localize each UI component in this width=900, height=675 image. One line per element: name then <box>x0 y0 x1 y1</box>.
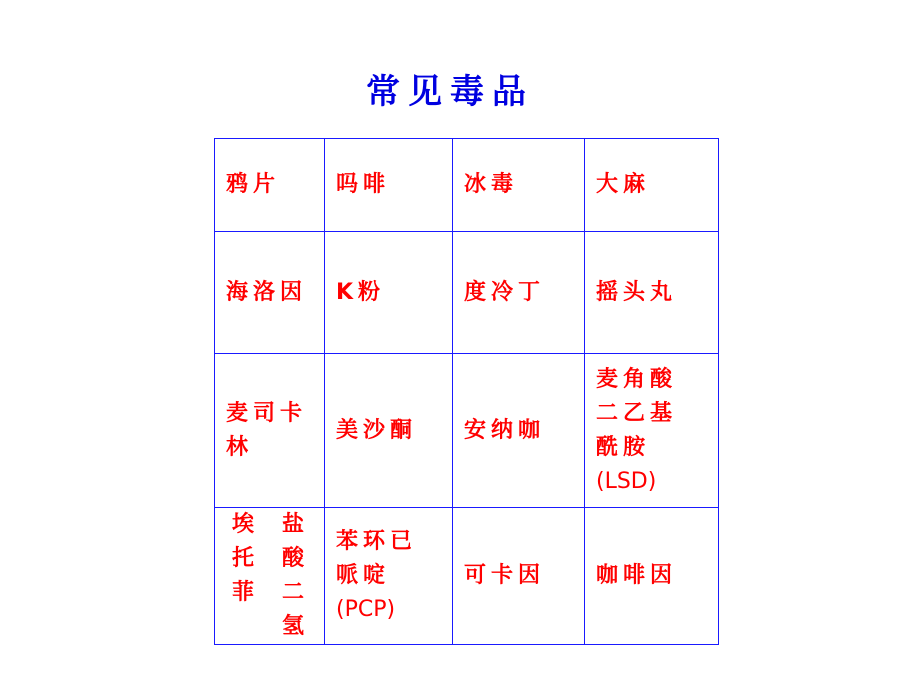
table-cell: 度冷丁 <box>453 232 585 354</box>
table-cell: 苯环已 哌啶 (PCP) <box>325 508 453 645</box>
table-cell: 鸦片 <box>215 139 325 232</box>
table-cell: 咖啡因 <box>585 508 719 645</box>
table-cell: 麦司卡 林 <box>215 354 325 508</box>
table-cell: 摇头丸 <box>585 232 719 354</box>
table-cell: 吗啡 <box>325 139 453 232</box>
split-cell: 埃 托 菲 盐 酸 二 氢 <box>232 512 305 639</box>
table-cell: K粉 <box>325 232 453 354</box>
table-cell: 麦角酸 二乙基 酰胺 (LSD) <box>585 354 719 508</box>
table-cell: 可卡因 <box>453 508 585 645</box>
drug-table <box>214 138 719 645</box>
table-row <box>215 139 719 232</box>
table-row <box>215 508 719 645</box>
table-cell: 冰毒 <box>453 139 585 232</box>
table-cell: 美沙酮 <box>325 354 453 508</box>
table-row <box>215 354 719 508</box>
table-cell: 安纳咖 <box>453 354 585 508</box>
table-cell <box>215 508 325 645</box>
table-cell: 海洛因 <box>215 232 325 354</box>
table-cell: 大麻 <box>585 139 719 232</box>
page-title: 常见毒品 <box>366 72 534 112</box>
table-row <box>215 232 719 354</box>
